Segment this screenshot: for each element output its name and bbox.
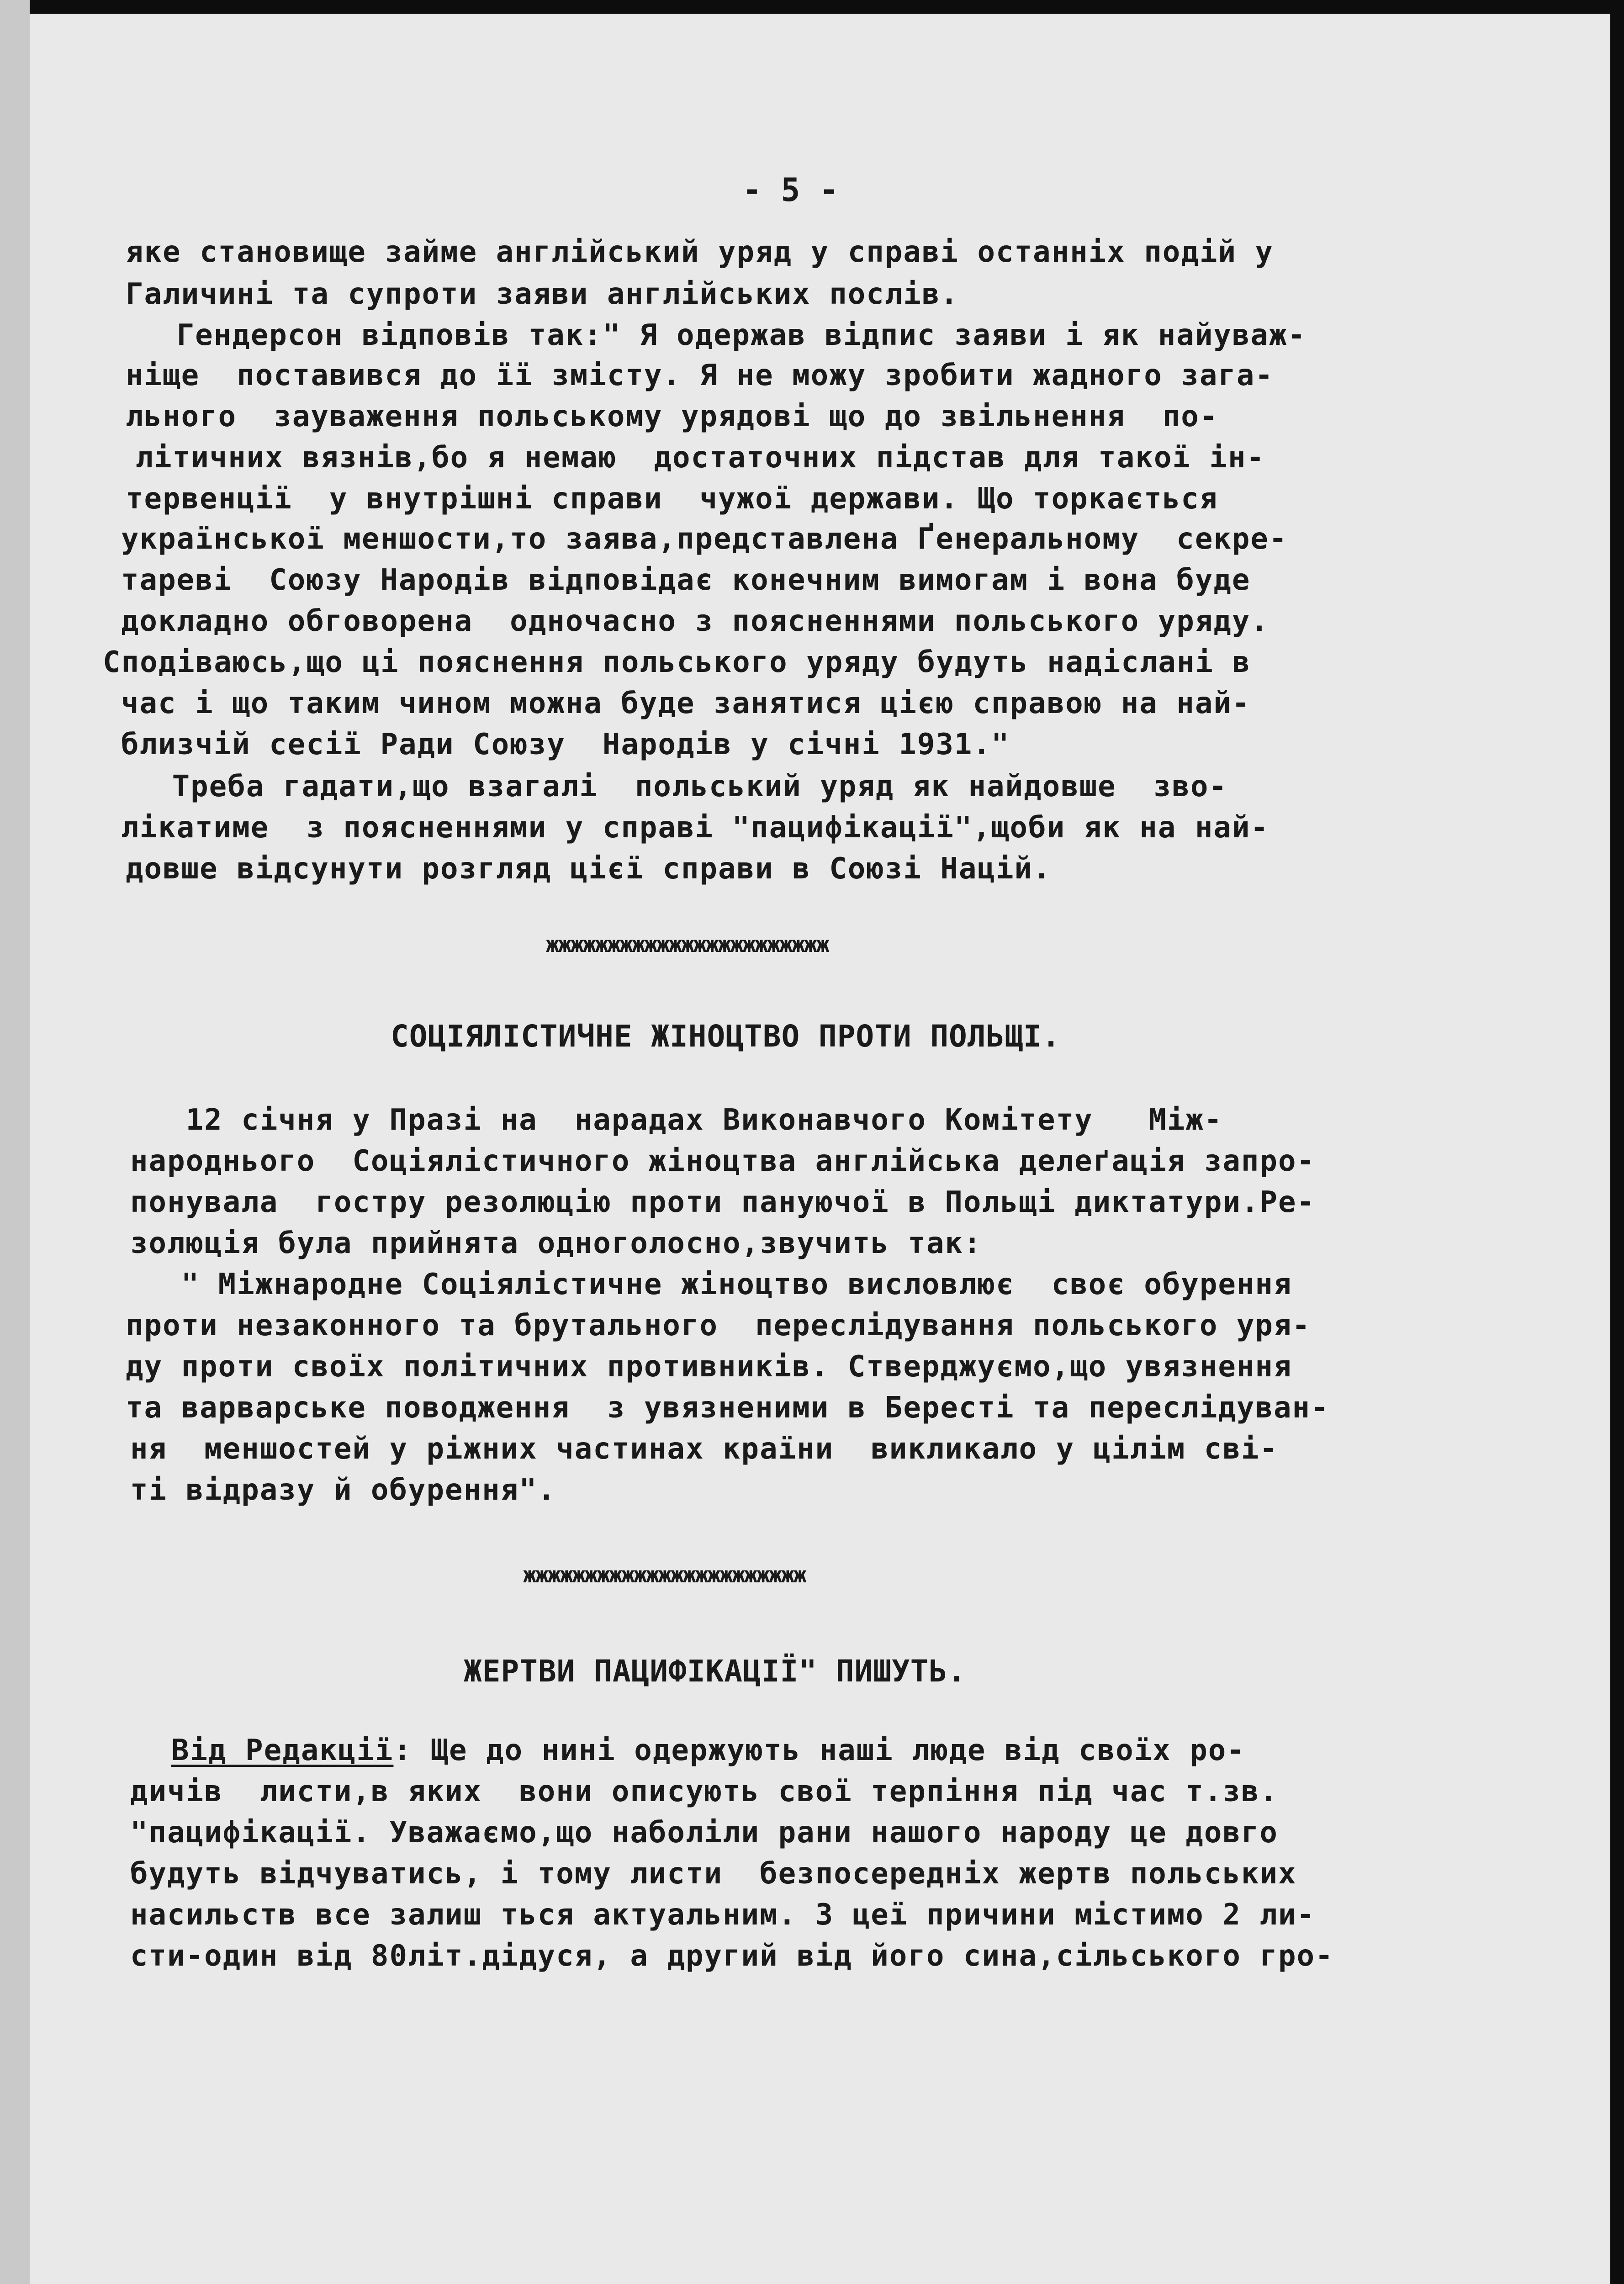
p3-line-5: насильств все залиш ться актуальним. З цеї причини містимо 2 ли- [130,1898,1315,1932]
p1-line-16: довше відсунути розгляд цієї справи в Союзі Націй. [126,852,1052,886]
p1-line-3: Гендерсон відповів так:" Я одержав відпис заяви і як найуваж- [121,318,1306,352]
p1-line-1: яке становище займе англійський уряд у справі останніх подій у [126,235,1274,269]
editorial-label: Від Редакції [171,1734,394,1767]
p1-line-7: тервенції у внутрішні справи чужої держави. Що торкається [126,482,1218,516]
page-number: - 5 - [742,171,839,209]
p2-line-4: золюція була прийнята одноголосно,звучить так: [130,1227,982,1260]
p3-line-6: сти-один від 80літ.дідуся, а другий від його сина,сільського гро- [130,1939,1334,1973]
p2-line-9: ня меншостей у ріжних частинах країни викликало у цілім сві- [130,1432,1278,1466]
typewritten-page [30,14,1610,2284]
p3-line-2: дичів листи,в яких вони описують свої терпіння під час т.зв. [130,1775,1278,1808]
p2-line-6: проти незаконного та брутального переслідування польського уря- [126,1309,1311,1343]
p1-line-10: докладно обговорена одночасно з поясненнями польського уряду. [121,604,1269,638]
p2-line-7: ду проти своїх політичних противників. Стверджуємо,що увязнення [126,1350,1292,1384]
p3-line-1 [171,1736,1245,1765]
heading-socialist-women: СОЦІЯЛІСТИЧНЕ ЖІНОЦТВО ПРОТИ ПОЛЬЩІ. [391,1019,1061,1054]
separator-1: жжжжжжжжжжжжжжжжжжжжжжж [546,932,829,957]
p1-line-5: льного зауваження польському урядові що до звільнення по- [126,400,1218,434]
p3-line-4: будуть відчуватись, і тому листи безпосередніх жертв польських [130,1857,1297,1891]
separator-2: жжжжжжжжжжжжжжжжжжжжжжж [523,1562,806,1588]
p1-line-2: Галичині та супроти заяви англійських послів. [126,277,959,311]
p1-line-11: Сподіваюсь,що ці пояснення польського уряду будуть надіслані в [103,645,1251,679]
p1-line-9: тареві Союзу Народів відповідає конечним вимогам і вона буде [121,563,1251,597]
p2-line-5: " Міжнародне Соціялістичне жіноцтво висловлює своє обурення [126,1268,1292,1301]
p1-line-4: ніще поставився до її змісту. Я не можу зробити жадного зага- [126,359,1274,392]
p2-line-3: понувала гостру резолюцію проти пануючої в Польщі диктатури.Ре- [130,1185,1315,1219]
heading-pacification-victims: ЖЕРТВИ ПАЦИФІКАЦІЇ" ПИШУТЬ. [464,1654,966,1689]
p1-line-14: Треба гадати,що взагалі польський уряд як найдовше зво- [116,770,1227,804]
p1-line-12: час і що таким чином можна буде занятися цією справою на най- [121,687,1251,720]
p2-line-1: 12 січня у Празі на нарадах Виконавчого Комітету Між- [130,1103,1223,1137]
editorial-first-line: : Ще до нині одержують наші люде від своїх ро- [393,1734,1245,1767]
p1-line-15: лікатиме з поясненнями у справі "пацифікації",щоби як на най- [121,811,1269,845]
p3-line-3: "пацифікації. Уважаємо,що наболіли рани нашого народу це довго [130,1816,1278,1850]
p2-line-10: ті відразу й обурення". [130,1473,556,1507]
p1-line-8: української меншости,то заява,представлена Ґенеральному секре- [121,522,1288,556]
p1-line-13: близчій сесії Ради Союзу Народів у січні 1931." [121,728,1010,761]
p2-line-8: та варварське поводження з увязненими в Бересті та переслідуван- [126,1391,1329,1425]
scan-left-margin [0,0,30,2284]
p1-line-6: літичних вязнів,бо я немаю достаточних підстав для такої ін- [80,441,1265,475]
p2-line-2: народнього Соціялістичного жіноцтва англійська делеґація запро- [130,1144,1315,1178]
